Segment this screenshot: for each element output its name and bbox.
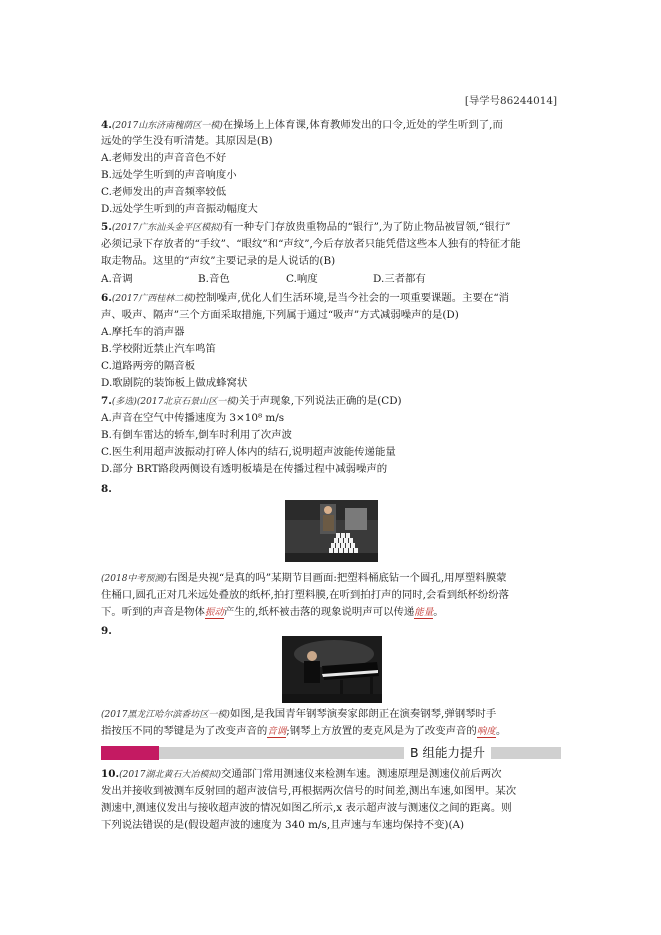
q7-option-d: D.部分 BRT路段两侧设有透明板墙是在传播过程中减弱噪声的 (101, 463, 388, 475)
q6-option-b: B.学校附近禁止汽车鸣笛 (101, 343, 216, 355)
section-header-bar (101, 746, 561, 760)
q6-stem-line2: 声、吸声、隔声”三个方面采取措施,下列属于通过“吸声”方式减弱噪声的是(D) (101, 309, 459, 321)
pianist-photo (282, 636, 382, 703)
q8-line1-text: 右图是央视“是真的吗”某期节目画面:把塑料桶底钻一个圆孔,用厚塑料膜蒙 (166, 572, 507, 584)
q4-source: (2017山东济南槐荫区一模) (111, 121, 223, 131)
q5-source: (2017广东汕头金平区模拟) (111, 223, 223, 233)
q10-line3: 测速中,测速仪发出与接收超声波的情况如图乙所示,x 表示超声波与测速仪之间的距离。则 (101, 802, 512, 814)
section-title: B 组能力提升 (404, 746, 491, 760)
q9-line2-part-a: 指按压不同的琴键是为了改变声音的 (101, 725, 268, 737)
q7-option-b: B.有倒车雷达的轿车,倒车时利用了次声波 (101, 429, 292, 441)
q9-line2-part-b: ;钢琴上方放置的麦克风是为了改变声音的 (286, 725, 477, 737)
q4-stem-text: 在操场上上体育课,体育教师发出的口令,近处的学生听到了,而 (222, 119, 503, 131)
q9-line2-part-c: 。 (495, 725, 507, 737)
q7-number: 7. (101, 395, 112, 407)
q9-number-text: 9. (101, 625, 112, 637)
q5-option-d: D.三者都有 (373, 273, 426, 285)
q8-line3 (101, 605, 444, 620)
q6-option-c: C.道路两旁的隔音板 (101, 360, 196, 372)
q7-multi-tag: (多选) (111, 397, 137, 407)
q6-stem-text: 控制噪声,优化人们生活环境,是当今社会的一项重要课题。主要在“消 (195, 292, 510, 304)
q9-line2 (101, 724, 506, 739)
q4-number: 4. (101, 119, 112, 131)
q8-line3-part-b: 产生的,纸杯被击落的现象说明声可以传递 (223, 606, 415, 618)
section-header-stripe (159, 747, 561, 759)
q4-option-d: D.远处学生听到的声音振动幅度大 (101, 203, 258, 215)
q5-option-b: B.音色 (198, 273, 230, 285)
q6-stem-line1 (101, 291, 509, 306)
q4-option-b: B.远处学生听到的声音响度小 (101, 169, 237, 181)
q10-number: 10. (101, 768, 120, 780)
q10-source: (2017湖北黄石大冶模拟) (119, 770, 222, 780)
q8-answer-1: 振动 (204, 607, 224, 618)
q7-stem (101, 394, 402, 409)
section-header-accent (101, 746, 159, 760)
q7-option-c: C.医生利用超声波振动打碎人体内的结石,说明超声波能传递能量 (101, 446, 396, 458)
q5-number: 5. (101, 221, 112, 233)
q9-answer-2: 响度 (476, 726, 496, 737)
q8-source: (2018中考预测) (101, 574, 167, 584)
q8-number-text: 8. (101, 483, 112, 495)
q10-line2: 发出并接收到被测车反射回的超声波信号,再根据两次信号的时间差,测出车速,如图甲。某次 (101, 785, 517, 797)
q4-option-c: C.老师发出的声音频率较低 (101, 186, 227, 198)
q8-line3-part-c: 。 (433, 606, 444, 618)
q7-source: (2017北京石景山区一模) (136, 397, 239, 407)
q10-line1-text: 交通部门常用测速仪来检测车速。测速原理是测速仪前后两次 (221, 768, 502, 780)
q6-option-a: A.摩托车的消声器 (101, 326, 185, 338)
q9-line1 (101, 707, 496, 722)
tv-show-illustration (285, 500, 378, 562)
q8-line1 (101, 571, 506, 586)
q8-line3-part-a: 下。听到的声音是物体 (101, 606, 205, 618)
q5-stem-line2: 必须记录下存放者的“手纹”、“眼纹”和“声纹”,今后存放者只能凭借这些本人独有的特征才能 (101, 238, 521, 250)
q7-stem-text: 关于声现象,下列说法正确的是(CD) (238, 395, 402, 407)
q8-line2: 住桶口,圆孔正对几米远处叠放的纸杯,拍打塑料膜,在听到拍打声的同时,会看到纸杯纷纷落 (101, 589, 510, 601)
q5-stem-line3: 取走物品。这里的“声纹”主要记录的是人说话的(B) (101, 255, 336, 267)
q10-line4: 下列说法错误的是(假设超声波的速度为 340 m/s,且声速与车速均保持不变)(A) (101, 819, 465, 831)
q9-source: (2017黑龙江哈尔滨香坊区一模) (101, 710, 230, 720)
q5-stem-line1 (101, 220, 510, 235)
q8-number (101, 482, 112, 496)
tv-show-photo (285, 500, 378, 562)
pianist-illustration (282, 636, 382, 703)
q5-option-c: C.响度 (286, 273, 318, 285)
guide-number: [导学号86244014] (464, 95, 557, 107)
q5-stem-text: 有一种专门存放贵重物品的“银行”,为了防止物品被冒领,“银行” (222, 221, 511, 233)
q9-number (101, 624, 112, 638)
q6-number: 6. (101, 292, 112, 304)
q9-line1-text: 如图,是我国青年钢琴演奏家郎朗正在演奏钢琴,弹钢琴时手 (229, 708, 497, 720)
q4-option-a: A.老师发出的声音音色不好 (101, 152, 227, 164)
q5-option-a: A.音调 (101, 273, 133, 285)
q10-line1 (101, 767, 502, 782)
q6-source: (2017广西桂林二模) (111, 294, 196, 304)
q8-answer-2: 能量 (414, 607, 434, 618)
q4-stem-line2: 远处的学生没有听清楚。其原因是(B) (101, 135, 273, 147)
q6-option-d: D.歌剧院的装饰板上做成蜂窝状 (101, 377, 248, 389)
q9-answer-1: 音调 (267, 726, 287, 737)
q7-option-a: A.声音在空气中传播速度为 3×10⁸ m/s (101, 412, 285, 424)
q4-stem-line1 (101, 118, 503, 133)
